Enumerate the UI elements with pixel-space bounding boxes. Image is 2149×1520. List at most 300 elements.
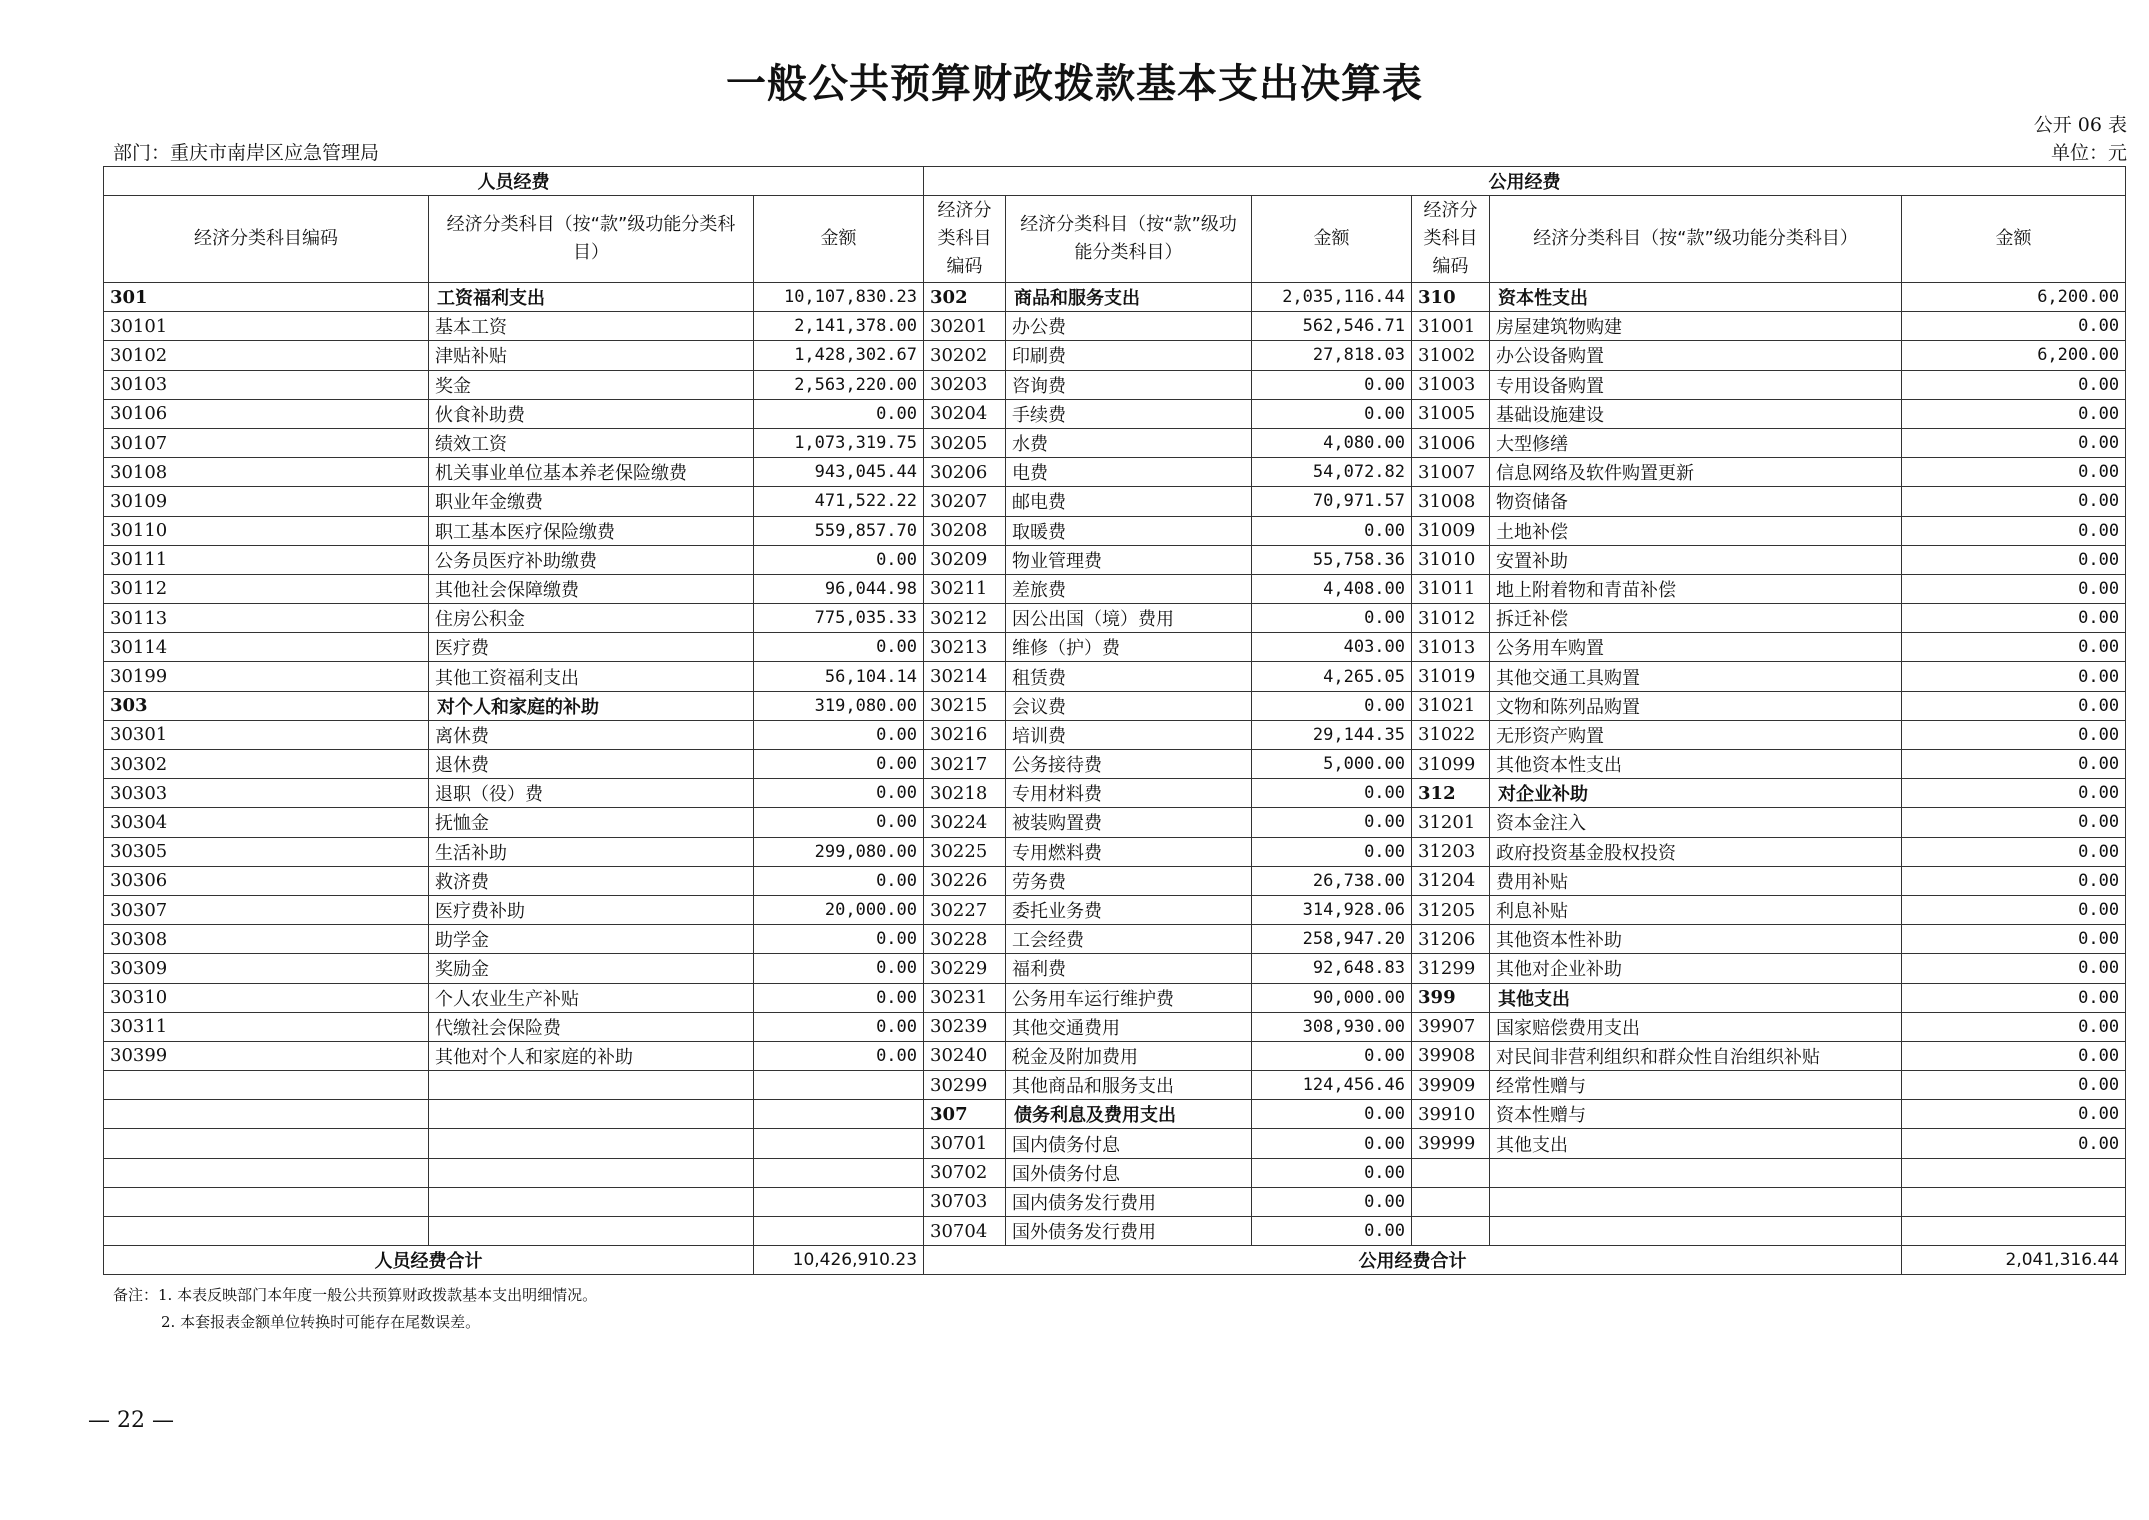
amount-cell: 0.00 — [1902, 662, 2126, 691]
code-cell — [1412, 1187, 1490, 1216]
name-cell: 信息网络及软件购置更新 — [1490, 458, 1902, 487]
code-cell: 30111 — [104, 545, 429, 574]
amount-cell: 0.00 — [1902, 545, 2126, 574]
amount-cell: 5,000.00 — [1252, 750, 1412, 779]
table-row — [104, 808, 2126, 837]
table-row — [104, 487, 2126, 516]
table-row — [104, 662, 2126, 691]
code-cell — [1412, 1217, 1490, 1246]
code-cell: 30701 — [924, 1129, 1006, 1158]
table-row — [104, 574, 2126, 603]
amount-cell: 0.00 — [1252, 370, 1412, 399]
name-cell: 机关事业单位基本养老保险缴费 — [429, 458, 754, 487]
amount-cell: 54,072.82 — [1252, 458, 1412, 487]
name-cell: 租赁费 — [1006, 662, 1252, 691]
table-row — [104, 954, 2126, 983]
code-cell — [104, 1158, 429, 1187]
code-cell: 30108 — [104, 458, 429, 487]
code-cell: 30209 — [924, 545, 1006, 574]
code-cell: 31003 — [1412, 370, 1490, 399]
code-cell: 30225 — [924, 837, 1006, 866]
table-row — [104, 1071, 2126, 1100]
amount-cell: 403.00 — [1252, 633, 1412, 662]
name-cell: 地上附着物和青苗补偿 — [1490, 574, 1902, 603]
name-cell: 对企业补助 — [1490, 779, 1902, 808]
name-cell: 水费 — [1006, 428, 1252, 457]
amount-cell: 4,265.05 — [1252, 662, 1412, 691]
name-cell: 商品和服务支出 — [1006, 283, 1252, 312]
code-cell: 31022 — [1412, 720, 1490, 749]
name-cell: 奖金 — [429, 370, 754, 399]
code-cell: 31005 — [1412, 399, 1490, 428]
name-cell: 其他社会保障缴费 — [429, 574, 754, 603]
amount-cell: 0.00 — [754, 925, 924, 954]
name-cell: 电费 — [1006, 458, 1252, 487]
name-cell — [1490, 1158, 1902, 1187]
code-cell: 39908 — [1412, 1041, 1490, 1070]
amount-cell: 0.00 — [1902, 808, 2126, 837]
name-cell: 资本金注入 — [1490, 808, 1902, 837]
table-row — [104, 1100, 2126, 1129]
table-row — [104, 633, 2126, 662]
amount-cell: 2,141,378.00 — [754, 312, 924, 341]
table-row — [104, 1158, 2126, 1187]
amount-cell: 0.00 — [1252, 604, 1412, 633]
amount-cell — [754, 1071, 924, 1100]
name-cell: 退职（役）费 — [429, 779, 754, 808]
name-cell: 对民间非营利组织和群众性自治组织补贴 — [1490, 1041, 1902, 1070]
name-cell: 国内债务发行费用 — [1006, 1187, 1252, 1216]
totals-row — [104, 1246, 2126, 1275]
header-code: 经济分类科目编码 — [924, 196, 1006, 283]
code-cell: 30311 — [104, 1012, 429, 1041]
code-cell — [104, 1100, 429, 1129]
amount-cell: 0.00 — [1252, 1129, 1412, 1158]
name-cell: 利息补贴 — [1490, 895, 1902, 924]
name-cell: 其他对个人和家庭的补助 — [429, 1041, 754, 1070]
amount-cell — [1902, 1217, 2126, 1246]
name-cell: 基本工资 — [429, 312, 754, 341]
table-row — [104, 283, 2126, 312]
code-cell: 30305 — [104, 837, 429, 866]
amount-cell: 4,080.00 — [1252, 428, 1412, 457]
code-cell: 31010 — [1412, 545, 1490, 574]
amount-cell: 0.00 — [1902, 399, 2126, 428]
amount-cell: 0.00 — [1902, 954, 2126, 983]
table-row — [104, 1041, 2126, 1070]
code-cell: 30208 — [924, 516, 1006, 545]
code-cell: 31002 — [1412, 341, 1490, 370]
amount-cell: 0.00 — [754, 808, 924, 837]
code-cell: 39909 — [1412, 1071, 1490, 1100]
group-personnel: 人员经费 — [104, 167, 924, 196]
name-cell — [429, 1217, 754, 1246]
name-cell: 资本性支出 — [1490, 283, 1902, 312]
name-cell: 维修（护）费 — [1006, 633, 1252, 662]
amount-cell: 0.00 — [1902, 370, 2126, 399]
name-cell: 医疗费 — [429, 633, 754, 662]
form-number: 公开 06 表 — [2033, 114, 2127, 136]
code-cell: 30218 — [924, 779, 1006, 808]
table-row — [104, 428, 2126, 457]
amount-cell: 55,758.36 — [1252, 545, 1412, 574]
name-cell: 退休费 — [429, 750, 754, 779]
amount-cell: 0.00 — [1902, 895, 2126, 924]
name-cell: 工会经费 — [1006, 925, 1252, 954]
code-cell: 30704 — [924, 1217, 1006, 1246]
notes — [113, 1282, 597, 1336]
name-cell: 物业管理费 — [1006, 545, 1252, 574]
name-cell: 其他对企业补助 — [1490, 954, 1902, 983]
name-cell — [1490, 1217, 1902, 1246]
page-title: 一般公共预算财政拨款基本支出决算表 — [726, 61, 1423, 107]
code-cell: 30113 — [104, 604, 429, 633]
name-cell: 房屋建筑物购建 — [1490, 312, 1902, 341]
amount-cell: 0.00 — [1252, 516, 1412, 545]
name-cell: 物资储备 — [1490, 487, 1902, 516]
name-cell: 国家赔偿费用支出 — [1490, 1012, 1902, 1041]
name-cell: 公务员医疗补助缴费 — [429, 545, 754, 574]
code-cell: 30214 — [924, 662, 1006, 691]
name-cell: 办公费 — [1006, 312, 1252, 341]
table-row — [104, 925, 2126, 954]
amount-cell: 0.00 — [1902, 487, 2126, 516]
name-cell: 其他交通工具购置 — [1490, 662, 1902, 691]
name-cell: 国外债务发行费用 — [1006, 1217, 1252, 1246]
amount-cell: 1,073,319.75 — [754, 428, 924, 457]
header-code: 经济分类科目编码 — [104, 196, 429, 283]
table-row — [104, 866, 2126, 895]
amount-cell: 0.00 — [1902, 866, 2126, 895]
name-cell: 医疗费补助 — [429, 895, 754, 924]
name-cell: 培训费 — [1006, 720, 1252, 749]
name-cell: 生活补助 — [429, 837, 754, 866]
amount-cell — [1902, 1187, 2126, 1216]
amount-cell: 0.00 — [1902, 1071, 2126, 1100]
code-cell: 30207 — [924, 487, 1006, 516]
amount-cell: 0.00 — [1252, 808, 1412, 837]
code-cell: 30310 — [104, 983, 429, 1012]
name-cell: 其他商品和服务支出 — [1006, 1071, 1252, 1100]
code-cell: 30302 — [104, 750, 429, 779]
department-label: 部门：重庆市南岸区应急管理局 — [113, 142, 380, 164]
code-cell: 30703 — [924, 1187, 1006, 1216]
table-row — [104, 983, 2126, 1012]
table-row — [104, 895, 2126, 924]
amount-cell: 0.00 — [754, 720, 924, 749]
table-row — [104, 1012, 2126, 1041]
code-cell: 31204 — [1412, 866, 1490, 895]
amount-cell: 29,144.35 — [1252, 720, 1412, 749]
code-cell: 30227 — [924, 895, 1006, 924]
code-cell: 30101 — [104, 312, 429, 341]
code-cell: 31203 — [1412, 837, 1490, 866]
amount-cell: 0.00 — [1252, 1217, 1412, 1246]
code-cell: 30110 — [104, 516, 429, 545]
note-2: 2. 本套报表金额单位转换时可能存在尾数误差。 — [161, 1313, 481, 1331]
amount-cell: 0.00 — [1902, 983, 2126, 1012]
table-row — [104, 720, 2126, 749]
code-cell: 30399 — [104, 1041, 429, 1070]
amount-cell: 0.00 — [1902, 1100, 2126, 1129]
amount-cell: 0.00 — [1902, 574, 2126, 603]
amount-cell: 0.00 — [1902, 1041, 2126, 1070]
amount-cell: 6,200.00 — [1902, 341, 2126, 370]
amount-cell: 258,947.20 — [1252, 925, 1412, 954]
amount-cell: 6,200.00 — [1902, 283, 2126, 312]
code-cell: 30107 — [104, 428, 429, 457]
code-cell: 31205 — [1412, 895, 1490, 924]
code-cell: 30103 — [104, 370, 429, 399]
name-cell — [429, 1158, 754, 1187]
header-name: 经济分类科目（按“款”级功能分类科目） — [1006, 196, 1252, 283]
amount-cell: 10,107,830.23 — [754, 283, 924, 312]
amount-cell — [754, 1187, 924, 1216]
table-row — [104, 341, 2126, 370]
code-cell: 30212 — [924, 604, 1006, 633]
code-cell: 302 — [924, 283, 1006, 312]
header-amount: 金额 — [1902, 196, 2126, 283]
code-cell — [104, 1187, 429, 1216]
amount-cell: 314,928.06 — [1252, 895, 1412, 924]
amount-cell: 4,408.00 — [1252, 574, 1412, 603]
amount-cell — [754, 1217, 924, 1246]
header-name: 经济分类科目（按“款”级功能分类科目） — [1490, 196, 1902, 283]
group-public: 公用经费 — [924, 167, 2126, 196]
code-cell: 30303 — [104, 779, 429, 808]
name-cell — [429, 1187, 754, 1216]
amount-cell: 0.00 — [1252, 1158, 1412, 1187]
name-cell: 取暖费 — [1006, 516, 1252, 545]
code-cell: 30102 — [104, 341, 429, 370]
code-cell: 31012 — [1412, 604, 1490, 633]
amount-cell: 0.00 — [754, 954, 924, 983]
unit-label: 单位：元 — [2050, 142, 2127, 164]
amount-cell: 0.00 — [1252, 1187, 1412, 1216]
table-row — [104, 1217, 2126, 1246]
name-cell: 福利费 — [1006, 954, 1252, 983]
name-cell: 公务用车购置 — [1490, 633, 1902, 662]
code-cell: 30215 — [924, 691, 1006, 720]
table-row — [104, 604, 2126, 633]
name-cell: 邮电费 — [1006, 487, 1252, 516]
code-cell: 301 — [104, 283, 429, 312]
amount-cell — [754, 1158, 924, 1187]
code-cell: 39910 — [1412, 1100, 1490, 1129]
name-cell: 办公设备购置 — [1490, 341, 1902, 370]
code-cell: 30114 — [104, 633, 429, 662]
code-cell: 30306 — [104, 866, 429, 895]
table-row — [104, 691, 2126, 720]
name-cell: 其他资本性补助 — [1490, 925, 1902, 954]
code-cell: 30203 — [924, 370, 1006, 399]
code-cell: 31013 — [1412, 633, 1490, 662]
amount-cell: 0.00 — [754, 1012, 924, 1041]
name-cell: 代缴社会保险费 — [429, 1012, 754, 1041]
name-cell: 国内债务付息 — [1006, 1129, 1252, 1158]
code-cell: 31099 — [1412, 750, 1490, 779]
amount-cell: 0.00 — [1902, 1012, 2126, 1041]
amount-cell: 319,080.00 — [754, 691, 924, 720]
name-cell: 资本性赠与 — [1490, 1100, 1902, 1129]
amount-cell: 0.00 — [1902, 750, 2126, 779]
code-cell: 30308 — [104, 925, 429, 954]
table-row — [104, 312, 2126, 341]
amount-cell — [754, 1100, 924, 1129]
amount-cell: 0.00 — [1252, 1041, 1412, 1070]
amount-cell: 562,546.71 — [1252, 312, 1412, 341]
amount-cell: 0.00 — [1252, 691, 1412, 720]
amount-cell: 0.00 — [1252, 399, 1412, 428]
code-cell — [104, 1071, 429, 1100]
name-cell: 文物和陈列品购置 — [1490, 691, 1902, 720]
amount-cell: 943,045.44 — [754, 458, 924, 487]
amount-cell: 0.00 — [1902, 633, 2126, 662]
code-cell: 31201 — [1412, 808, 1490, 837]
name-cell: 国外债务付息 — [1006, 1158, 1252, 1187]
amount-cell: 0.00 — [1902, 837, 2126, 866]
amount-cell: 0.00 — [1252, 837, 1412, 866]
code-cell: 31206 — [1412, 925, 1490, 954]
name-cell: 土地补偿 — [1490, 516, 1902, 545]
name-cell: 救济费 — [429, 866, 754, 895]
amount-cell: 0.00 — [1902, 312, 2126, 341]
code-cell: 31007 — [1412, 458, 1490, 487]
note-1: 备注：1. 本表反映部门本年度一般公共预算财政拨款基本支出明细情况。 — [113, 1286, 598, 1304]
public-total-label: 公用经费合计 — [924, 1246, 1902, 1275]
amount-cell: 0.00 — [1902, 691, 2126, 720]
code-cell: 30211 — [924, 574, 1006, 603]
table-row — [104, 750, 2126, 779]
amount-cell: 0.00 — [1252, 1100, 1412, 1129]
page-number: — 22 — — [88, 1408, 174, 1433]
code-cell: 30239 — [924, 1012, 1006, 1041]
amount-cell: 0.00 — [1902, 925, 2126, 954]
amount-cell: 2,563,220.00 — [754, 370, 924, 399]
name-cell: 其他支出 — [1490, 983, 1902, 1012]
amount-cell: 0.00 — [754, 399, 924, 428]
name-cell: 拆迁补偿 — [1490, 604, 1902, 633]
amount-cell: 0.00 — [754, 1041, 924, 1070]
header-amount: 金额 — [754, 196, 924, 283]
code-cell: 30213 — [924, 633, 1006, 662]
code-cell: 30217 — [924, 750, 1006, 779]
amount-cell: 124,456.46 — [1252, 1071, 1412, 1100]
code-cell: 30240 — [924, 1041, 1006, 1070]
name-cell: 债务利息及费用支出 — [1006, 1100, 1252, 1129]
amount-cell — [1902, 1158, 2126, 1187]
amount-cell: 0.00 — [1902, 458, 2126, 487]
name-cell: 抚恤金 — [429, 808, 754, 837]
code-cell: 312 — [1412, 779, 1490, 808]
code-cell: 31021 — [1412, 691, 1490, 720]
amount-cell: 0.00 — [754, 866, 924, 895]
code-cell: 31009 — [1412, 516, 1490, 545]
table-row — [104, 370, 2126, 399]
code-cell — [1412, 1158, 1490, 1187]
code-cell: 30206 — [924, 458, 1006, 487]
code-cell: 31299 — [1412, 954, 1490, 983]
amount-cell: 2,035,116.44 — [1252, 283, 1412, 312]
amount-cell: 0.00 — [1902, 516, 2126, 545]
code-cell: 39999 — [1412, 1129, 1490, 1158]
name-cell: 基础设施建设 — [1490, 399, 1902, 428]
name-cell: 其他资本性支出 — [1490, 750, 1902, 779]
name-cell: 差旅费 — [1006, 574, 1252, 603]
amount-cell: 56,104.14 — [754, 662, 924, 691]
name-cell: 会议费 — [1006, 691, 1252, 720]
code-cell: 30301 — [104, 720, 429, 749]
code-cell: 30224 — [924, 808, 1006, 837]
name-cell — [1490, 1187, 1902, 1216]
amount-cell: 0.00 — [1902, 720, 2126, 749]
name-cell: 住房公积金 — [429, 604, 754, 633]
name-cell: 费用补贴 — [1490, 866, 1902, 895]
name-cell: 专用燃料费 — [1006, 837, 1252, 866]
code-cell: 31006 — [1412, 428, 1490, 457]
name-cell: 大型修缮 — [1490, 428, 1902, 457]
table-row — [104, 1187, 2126, 1216]
amount-cell: 299,080.00 — [754, 837, 924, 866]
amount-cell: 92,648.83 — [1252, 954, 1412, 983]
code-cell: 399 — [1412, 983, 1490, 1012]
code-cell — [104, 1129, 429, 1158]
code-cell: 31011 — [1412, 574, 1490, 603]
amount-cell: 0.00 — [1902, 1129, 2126, 1158]
name-cell: 专用设备购置 — [1490, 370, 1902, 399]
amount-cell: 559,857.70 — [754, 516, 924, 545]
code-cell: 30199 — [104, 662, 429, 691]
code-cell: 31019 — [1412, 662, 1490, 691]
table-row — [104, 545, 2126, 574]
code-cell: 31001 — [1412, 312, 1490, 341]
amount-cell: 0.00 — [1902, 779, 2126, 808]
code-cell: 30112 — [104, 574, 429, 603]
personnel-total-label: 人员经费合计 — [104, 1246, 754, 1275]
code-cell: 30299 — [924, 1071, 1006, 1100]
name-cell: 伙食补助费 — [429, 399, 754, 428]
name-cell — [429, 1071, 754, 1100]
amount-cell: 0.00 — [754, 633, 924, 662]
name-cell: 专用材料费 — [1006, 779, 1252, 808]
name-cell: 工资福利支出 — [429, 283, 754, 312]
name-cell: 委托业务费 — [1006, 895, 1252, 924]
name-cell: 咨询费 — [1006, 370, 1252, 399]
table-row — [104, 779, 2126, 808]
name-cell: 助学金 — [429, 925, 754, 954]
name-cell — [429, 1100, 754, 1129]
name-cell: 手续费 — [1006, 399, 1252, 428]
amount-cell: 0.00 — [754, 545, 924, 574]
name-cell: 其他支出 — [1490, 1129, 1902, 1158]
amount-cell: 0.00 — [754, 750, 924, 779]
code-cell: 30202 — [924, 341, 1006, 370]
amount-cell: 0.00 — [1252, 779, 1412, 808]
name-cell: 职工基本医疗保险缴费 — [429, 516, 754, 545]
code-cell: 30201 — [924, 312, 1006, 341]
name-cell: 离休费 — [429, 720, 754, 749]
name-cell: 津贴补贴 — [429, 341, 754, 370]
amount-cell: 1,428,302.67 — [754, 341, 924, 370]
code-cell: 39907 — [1412, 1012, 1490, 1041]
name-cell: 对个人和家庭的补助 — [429, 691, 754, 720]
code-cell — [104, 1217, 429, 1246]
amount-cell: 0.00 — [1902, 604, 2126, 633]
name-cell: 公务接待费 — [1006, 750, 1252, 779]
amount-cell: 27,818.03 — [1252, 341, 1412, 370]
name-cell: 奖励金 — [429, 954, 754, 983]
code-cell: 30109 — [104, 487, 429, 516]
